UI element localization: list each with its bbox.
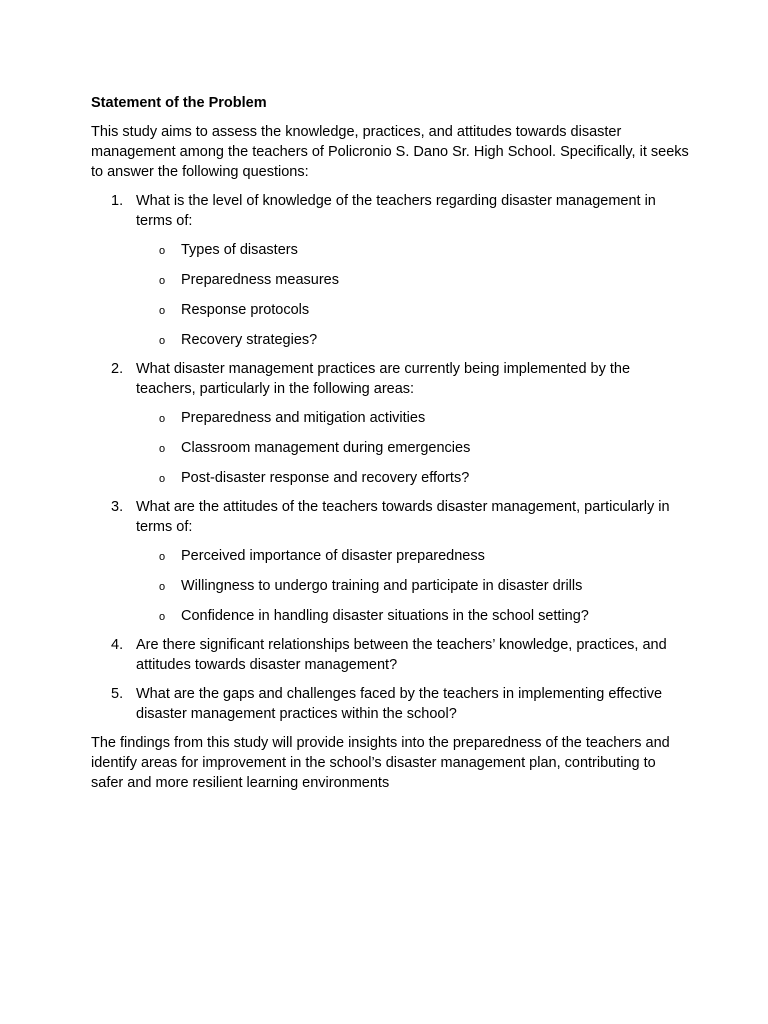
section-heading: Statement of the Problem (91, 95, 267, 111)
bullet-icon: o (159, 443, 166, 455)
question-text: What disaster management practices are currently being implemented by the teachers, particularly in the following areas: (136, 361, 631, 397)
sub-question-text: Perceived importance of disaster preparedness (181, 548, 485, 564)
bullet-icon: o (159, 581, 166, 593)
sub-question-item (136, 330, 691, 350)
bullet-icon: o (159, 275, 166, 287)
question-text: What is the level of knowledge of the teachers regarding disaster management in terms of: (136, 193, 656, 229)
sub-question-item (136, 468, 691, 488)
sub-question-text: Post-disaster response and recovery efforts? (181, 470, 470, 486)
question-number: 1. (111, 193, 124, 209)
bullet-icon: o (159, 551, 166, 563)
sub-question-text: Types of disasters (181, 242, 298, 258)
conclusion-paragraph: The findings from this study will provide insights into the preparedness of the teachers and identify areas for improvement in the school’s disaster management plan, contributing to safer and more resilient learning environments (91, 735, 670, 791)
question-text: What are the attitudes of the teachers towards disaster management, particularly in terms of: (136, 499, 670, 535)
sub-question-text: Response protocols (181, 302, 310, 318)
sub-question-text: Confidence in handling disaster situations in the school setting? (181, 608, 589, 624)
question-item (91, 191, 691, 350)
bullet-icon: o (159, 245, 166, 257)
sub-question-list (136, 546, 691, 626)
question-text: Are there significant relationships between the teachers’ knowledge, practices, and attitudes towards disaster management? (136, 637, 667, 673)
sub-question-text: Classroom management during emergencies (181, 440, 471, 456)
sub-question-item (136, 606, 691, 626)
bullet-icon: o (159, 413, 166, 425)
question-item (91, 359, 691, 488)
question-number: 3. (111, 499, 124, 515)
intro-paragraph: This study aims to assess the knowledge, practices, and attitudes towards disaster management among the teachers of Policronio S. Dano Sr. High School. Specifically, it seeks to answer the following questions: (91, 124, 689, 180)
sub-question-list (136, 240, 691, 350)
question-item (91, 635, 691, 675)
sub-question-item (136, 408, 691, 428)
sub-question-text: Recovery strategies? (181, 332, 318, 348)
question-number: 4. (111, 637, 124, 653)
sub-question-item (136, 576, 691, 596)
question-item (91, 684, 691, 724)
sub-question-text: Preparedness measures (181, 272, 339, 288)
bullet-icon: o (159, 335, 166, 347)
question-text: What are the gaps and challenges faced by the teachers in implementing effective disaster management practices within the school? (136, 686, 663, 722)
document-page (91, 93, 691, 802)
bullet-icon: o (159, 305, 166, 317)
sub-question-text: Preparedness and mitigation activities (181, 410, 426, 426)
sub-question-item (136, 240, 691, 260)
sub-question-list (136, 408, 691, 488)
question-number: 2. (111, 361, 124, 377)
sub-question-item (136, 300, 691, 320)
question-item (91, 497, 691, 626)
bullet-icon: o (159, 611, 166, 623)
sub-question-item (136, 546, 691, 566)
research-questions-list (91, 191, 691, 724)
question-number: 5. (111, 686, 124, 702)
bullet-icon: o (159, 473, 166, 485)
sub-question-text: Willingness to undergo training and participate in disaster drills (181, 578, 583, 594)
sub-question-item (136, 438, 691, 458)
sub-question-item (136, 270, 691, 290)
